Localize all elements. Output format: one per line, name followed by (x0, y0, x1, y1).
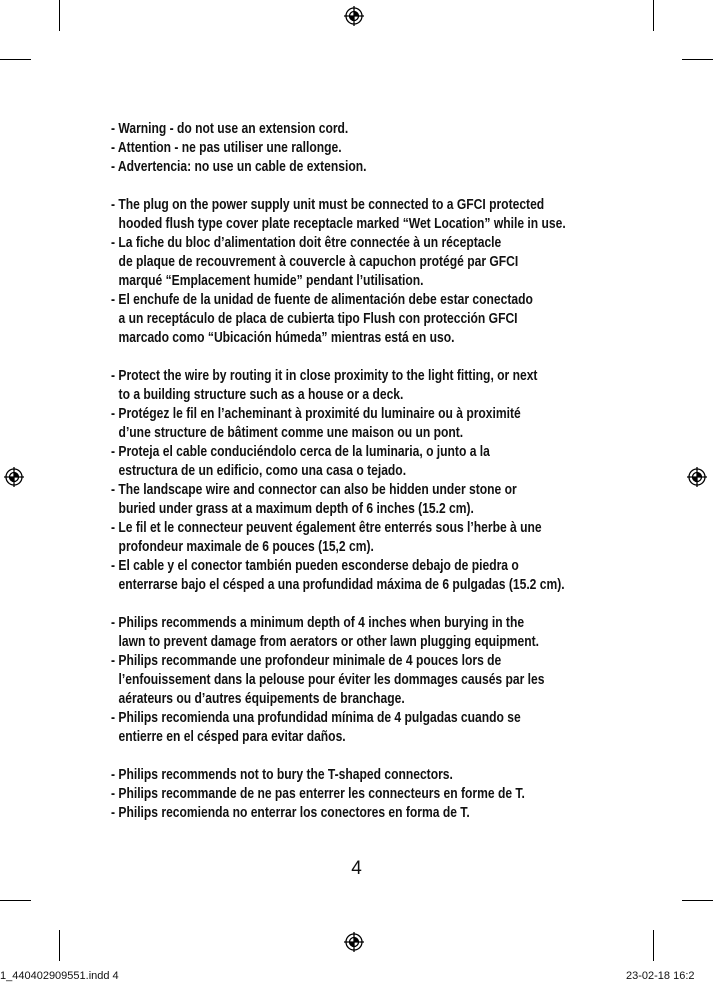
crop-mark-bottom-left-h (0, 900, 31, 901)
text-line: - El cable y el conector también pueden esconderse debajo de piedra o (111, 558, 519, 574)
text-line: - Philips recommends a minimum depth of 4 inches when burying in the (111, 615, 525, 631)
crop-mark-top-left-h (0, 59, 31, 60)
list-item (111, 804, 607, 823)
crop-mark-top-right-v (653, 0, 654, 31)
text-line: l’enfouissement dans la pelouse pour éviter les dommages causés par les (118, 672, 545, 688)
slug-filename: 1_440402909551.indd 4 (0, 970, 119, 982)
list-item (111, 405, 607, 443)
list-item (111, 519, 607, 557)
text-line: - La fiche du bloc d’alimentation doit être connectée à un réceptacle (111, 235, 502, 251)
text-line: - Protect the wire by routing it in close proximity to the light fitting, or next (111, 368, 538, 384)
slug-timestamp: 23-02-18 16:2 (626, 970, 695, 982)
text-line: - Philips recommande une profondeur minimale de 4 pouces lors de (111, 653, 502, 669)
text-line: - The landscape wire and connector can also be hidden under stone or (111, 482, 517, 498)
list-item (111, 367, 607, 405)
text-line: - Attention - ne pas utiliser une rallonge. (111, 140, 342, 156)
list-item (111, 785, 607, 804)
crop-mark-bottom-right-h (682, 900, 713, 901)
wire-routing-block (111, 367, 606, 595)
text-line: d’une structure de bâtiment comme une maison ou un pont. (118, 425, 464, 441)
list-item (111, 120, 607, 139)
list-item (111, 139, 607, 158)
text-line: buried under grass at a maximum depth of 6 inches (15.2 cm). (118, 501, 474, 517)
text-line: - Advertencia: no use un cable de extension. (111, 159, 367, 175)
registration-mark-icon (344, 932, 364, 952)
text-line: - Philips recomienda no enterrar los conectores en forma de T. (111, 805, 470, 821)
text-line: to a building structure such as a house or a deck. (118, 387, 404, 403)
text-line: entierre en el césped para evitar daños. (118, 729, 346, 745)
list-item (111, 709, 607, 747)
text-line: - Le fil et le connecteur peuvent également être enterrés sous l’herbe à une (111, 520, 542, 536)
text-line: - Philips recommends not to bury the T-shaped connectors. (111, 767, 453, 783)
text-line: - The plug on the power supply unit must be connected to a GFCI protected (111, 197, 545, 213)
registration-mark-icon (4, 467, 24, 487)
warning-block (111, 120, 606, 177)
list-item (111, 443, 607, 481)
text-line: aérateurs ou d’autres équipements de branchage. (118, 691, 405, 707)
text-line: enterrarse bajo el césped a una profundidad máxima de 6 pulgadas (15.2 cm). (118, 577, 565, 593)
crop-mark-bottom-right-v (653, 930, 654, 961)
text-line: - Warning - do not use an extension cord. (111, 121, 349, 137)
document-body (111, 120, 606, 842)
text-line: - Protégez le fil en l’acheminant à proximité du luminaire ou à proximité (111, 406, 521, 422)
text-line: de plaque de recouvrement à couvercle à capuchon protégé par GFCI (118, 254, 519, 270)
text-line: - Proteja el cable conduciéndolo cerca de la luminaria, o junto a la (111, 444, 490, 460)
list-item (111, 481, 607, 519)
text-line: - Philips recommande de ne pas enterrer les connecteurs en forme de T. (111, 786, 525, 802)
text-line: marcado como “Ubicación húmeda” mientras está en uso. (118, 330, 455, 346)
list-item (111, 196, 607, 234)
t-connector-block (111, 766, 606, 823)
text-line: a un receptáculo de placa de cubierta tipo Flush con protección GFCI (118, 311, 518, 327)
list-item (111, 766, 607, 785)
page-number: 4 (351, 858, 362, 879)
list-item (111, 652, 607, 709)
list-item (111, 291, 607, 348)
registration-mark-icon (344, 6, 364, 26)
text-line: - Philips recomienda una profundidad mínima de 4 pulgadas cuando se (111, 710, 521, 726)
text-line: profondeur maximale de 6 pouces (15,2 cm). (118, 539, 374, 555)
text-line: estructura de un edificio, como una casa o tejado. (118, 463, 407, 479)
gfci-block (111, 196, 606, 348)
crop-mark-top-right-h (682, 59, 713, 60)
crop-mark-top-left-v (59, 0, 60, 31)
list-item (111, 614, 607, 652)
list-item (111, 234, 607, 291)
crop-mark-bottom-left-v (59, 930, 60, 961)
list-item (111, 557, 607, 595)
text-line: lawn to prevent damage from aerators or other lawn plugging equipment. (118, 634, 540, 650)
burial-depth-block (111, 614, 606, 747)
text-line: marqué “Emplacement humide” pendant l’utilisation. (118, 273, 424, 289)
text-line: hooded flush type cover plate receptacle marked “Wet Location” while in use. (118, 216, 566, 232)
registration-mark-icon (687, 467, 707, 487)
list-item (111, 158, 607, 177)
text-line: - El enchufe de la unidad de fuente de alimentación debe estar conectado (111, 292, 533, 308)
